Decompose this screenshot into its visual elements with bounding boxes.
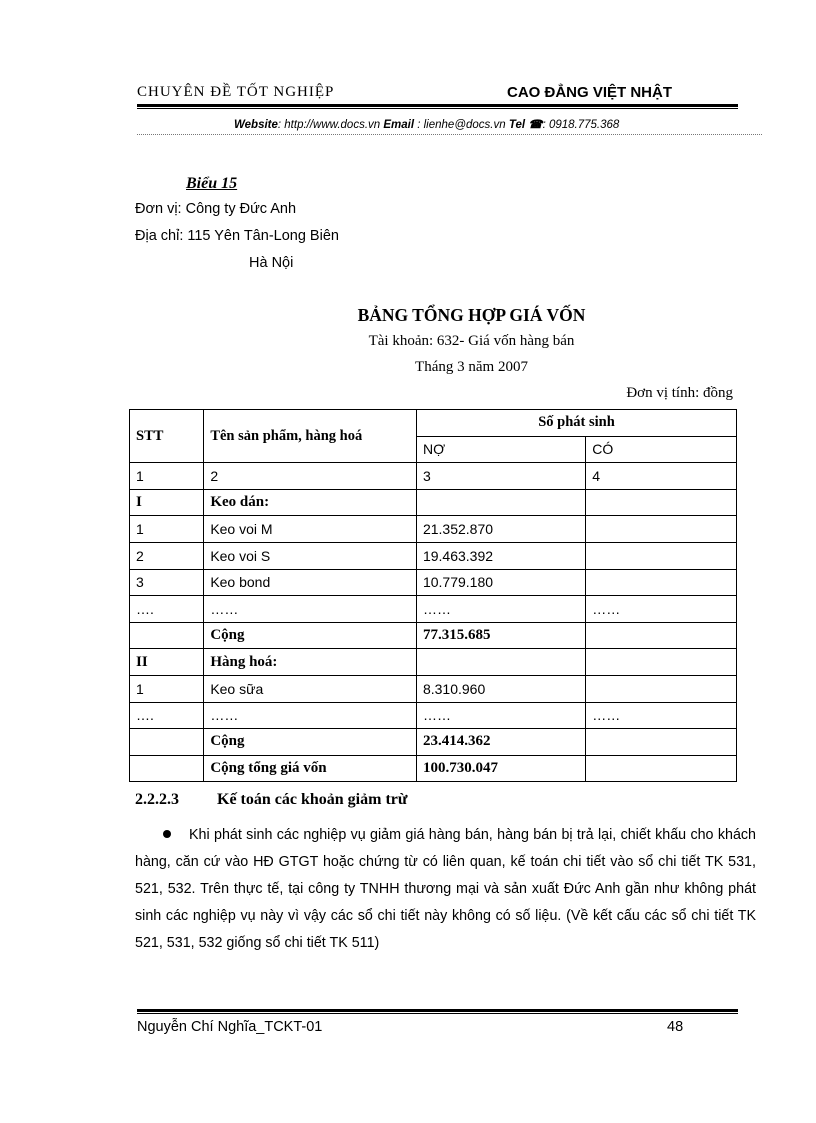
table-row <box>130 489 737 516</box>
company-unit: Đơn vị: Công ty Đức Anh <box>135 201 297 217</box>
cell-no <box>416 649 585 676</box>
cell-no: 19.463.392 <box>416 542 585 569</box>
cell-name: …… <box>204 702 417 729</box>
tel-label: Tel <box>508 119 526 131</box>
header-so-phat-sinh: Số phát sinh <box>416 410 736 437</box>
company-city: Hà Nội <box>249 255 294 271</box>
table-row <box>130 755 737 782</box>
cell-co <box>586 569 737 596</box>
cell-stt: 1 <box>130 516 204 543</box>
header-right-title: CAO ĐẲNG VIỆT NHẬT <box>507 84 672 101</box>
email-address[interactable]: : lienhe@docs.vn <box>414 119 506 131</box>
website-url[interactable]: : http://www.docs.vn <box>277 119 381 131</box>
email-label: Email <box>383 119 415 131</box>
website-label: Website <box>234 119 278 131</box>
cell-stt <box>130 622 204 649</box>
table-row <box>130 702 737 729</box>
cell-no: 23.414.362 <box>416 729 585 756</box>
cell-stt <box>130 755 204 782</box>
report-period: Tháng 3 năm 2007 <box>415 359 528 375</box>
table-row <box>130 542 737 569</box>
cell-stt: 3 <box>130 569 204 596</box>
table-row <box>130 675 737 702</box>
cell-name: …… <box>204 596 417 623</box>
header-stt: STT <box>130 410 204 463</box>
header-rule-thin <box>137 108 738 109</box>
cell-name: Cộng tổng giá vốn <box>204 755 417 782</box>
cell-stt: 2 <box>130 542 204 569</box>
header-rule <box>137 104 738 107</box>
section-heading <box>135 791 407 809</box>
paragraph-text: Khi phát sinh các nghiệp vụ giảm giá hàng bán, hàng bán bị trả lại, chiết khấu cho khách hàng, căn cứ vào HĐ GTGT hoặc chứng từ có liên quan, kế toán chi tiết vào sổ chi tiết TK 531, 521, 532. Trên thực tế, tại công ty TNHH thương mại và sản xuất Đức Anh gần như không phát sinh các nghiệp vụ này vì vậy các sổ chi tiết này không có số liệu. (Về kết cấu các sổ chi tiết TK 521, 531, 532 giống sổ chi tiết TK 511) <box>135 827 756 951</box>
footer-author: Nguyễn Chí Nghĩa_TCKT-01 <box>137 1019 323 1035</box>
header-no: NỢ <box>416 436 585 463</box>
cell-co <box>586 649 737 676</box>
page-number: 48 <box>667 1019 684 1035</box>
cell-name: Hàng hoá: <box>204 649 417 676</box>
table-row <box>130 516 737 543</box>
cell-co: …… <box>586 596 737 623</box>
cell-no <box>416 489 585 516</box>
table-row <box>130 649 737 676</box>
report-unit: Đơn vị tính: đồng <box>626 385 733 401</box>
tel-number: : 0918.775.368 <box>542 119 620 131</box>
footer-rule-thin <box>137 1013 738 1014</box>
cell-no: 8.310.960 <box>416 675 585 702</box>
cell-no: 77.315.685 <box>416 622 585 649</box>
section-paragraph <box>135 822 756 957</box>
table-row <box>130 622 737 649</box>
cell-stt: 1 <box>130 463 204 490</box>
cell-co <box>586 675 737 702</box>
cell-name: Cộng <box>204 729 417 756</box>
cell-no: 21.352.870 <box>416 516 585 543</box>
table-row <box>130 463 737 490</box>
table-row <box>130 729 737 756</box>
cell-no: 100.730.047 <box>416 755 585 782</box>
header-left-title: CHUYÊN ĐỀ TỐT NGHIỆP <box>137 84 335 100</box>
table-row <box>130 569 737 596</box>
company-address: Địa chỉ: 115 Yên Tân-Long Biên <box>135 228 339 244</box>
cell-stt: 1 <box>130 675 204 702</box>
table-header-row <box>130 410 737 437</box>
form-label: Biểu 15 <box>186 175 238 192</box>
cell-stt: …. <box>130 702 204 729</box>
cell-name: Keo voi M <box>204 516 417 543</box>
report-account: Tài khoản: 632- Giá vốn hàng bán <box>368 333 575 349</box>
cell-stt: II <box>130 649 204 676</box>
cell-co: 4 <box>586 463 737 490</box>
cell-name: Keo bond <box>204 569 417 596</box>
cell-co <box>586 542 737 569</box>
cell-name: Keo dán: <box>204 489 417 516</box>
cell-no: …… <box>416 596 585 623</box>
cell-no: 10.779.180 <box>416 569 585 596</box>
contact-line <box>234 117 619 131</box>
cell-co <box>586 755 737 782</box>
footer-rule <box>137 1009 738 1012</box>
table-row <box>130 596 737 623</box>
cell-co <box>586 489 737 516</box>
cell-name: Cộng <box>204 622 417 649</box>
cell-no: …… <box>416 702 585 729</box>
cell-stt: …. <box>130 596 204 623</box>
bullet-icon <box>163 830 171 838</box>
cell-no: 3 <box>416 463 585 490</box>
cell-co <box>586 516 737 543</box>
section-number: 2.2.2.3 <box>135 791 179 808</box>
cell-name: 2 <box>204 463 417 490</box>
phone-icon: ☎ <box>528 119 543 131</box>
cell-stt: I <box>130 489 204 516</box>
cell-stt <box>130 729 204 756</box>
cell-name: Keo sữa <box>204 675 417 702</box>
header-co: CÓ <box>586 436 737 463</box>
report-title: BẢNG TỔNG HỢP GIÁ VỐN <box>357 305 586 325</box>
header-name: Tên sản phẩm, hàng hoá <box>204 410 417 463</box>
header-dotted-rule <box>137 134 762 135</box>
cell-co <box>586 622 737 649</box>
section-title: Kế toán các khoản giảm trừ <box>217 791 408 808</box>
cell-co: …… <box>586 702 737 729</box>
cell-name: Keo voi S <box>204 542 417 569</box>
cell-co <box>586 729 737 756</box>
cost-summary-table <box>129 409 737 782</box>
